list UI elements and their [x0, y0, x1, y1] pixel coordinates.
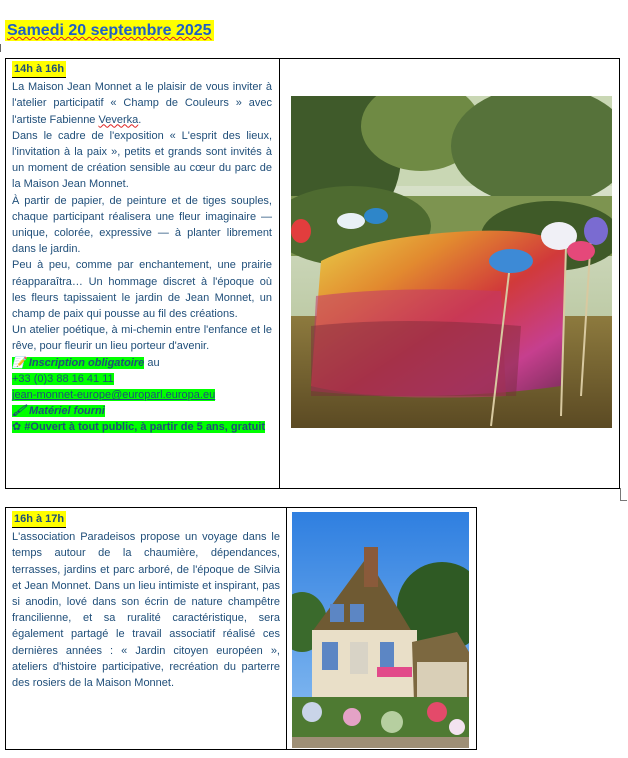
event-2-time: 16h à 17h — [12, 511, 66, 528]
event-1-paragraph-1: La Maison Jean Monnet a le plaisir de vous inviter à l'atelier participatif « Champ de Couleurs » avec l'artiste Fabienne Veverka. — [12, 81, 272, 126]
material-line — [12, 403, 272, 419]
page-title: Samedi 20 septembre 2025 — [7, 22, 212, 39]
event-1-text — [12, 61, 272, 436]
open-label: ✿ #Ouvert à tout public, à partir de 5 ans, gratuit — [12, 421, 266, 434]
email-line — [12, 387, 272, 403]
inscription-label: 📝 Inscription obligatoire — [12, 356, 145, 369]
memo-icon: 📝 — [12, 356, 26, 369]
sofa-garden-image — [291, 96, 612, 428]
flower-icon: ✿ — [12, 421, 22, 434]
event-1-paragraph-4: Peu à peu, comme par enchantement, une prairie réapparaîtra… Un hommage discret à l'époque où les fleurs tapissaient le jardin de Jean Monnet, un champ de paix qui pousse au fil des créations. — [12, 259, 272, 321]
phone-line — [12, 371, 272, 387]
event-2-text — [12, 511, 280, 691]
atelier-photo — [291, 96, 612, 428]
maison-monnet-image — [292, 512, 469, 748]
table-cell-divider — [286, 508, 287, 749]
paragraph-mark — [0, 44, 4, 52]
event-1-paragraph-3: À partir de papier, de peinture et de tiges souples, chaque participant réalisera une fleur imaginaire — unique, colorée, expressive — à planter librement dans le jardin. — [12, 194, 272, 256]
paintbrush-icon: 🖌 — [12, 405, 26, 418]
event-1-paragraph-2: Dans le cadre de l'exposition « L'esprit des lieux, l'invitation à la paix », petits et grands sont invités à un moment de création sensible au cœur du parc de la Maison Jean Monnet. — [12, 129, 272, 191]
event-1-paragraph-5: Un atelier poétique, à mi-chemin entre l'enfance et le rêve, pour fleurir un lieu porteur d'avenir. — [12, 324, 272, 353]
house-photo — [292, 512, 469, 748]
email-link[interactable]: jean-monnet-europe@europarl.europa.eu — [12, 389, 216, 402]
inscription-line: 📝 Inscription obligatoire au — [12, 356, 160, 369]
material-label: 🖌 Matériel fourni — [12, 405, 105, 418]
open-line — [12, 419, 272, 435]
artist-name: Veverka — [98, 113, 139, 126]
event-table-2 — [5, 507, 477, 750]
event-1-time: 14h à 16h — [12, 61, 66, 78]
table-cell-divider — [279, 59, 280, 488]
phone-number: +33 (0)3 88 16 41 11 — [12, 372, 114, 385]
event-2-description: L'association Paradeisos propose un voyage dans le temps autour de la chaumière, dépendances, terrasses, jardins et parc arboré, de l'époque de Silvia et Jean Monnet. Dans un lieu intimiste et inspirant, pas si anodin, lové dans son écrin de nature champêtre francilienne, et sa ruralité caractéristique, sera également partagé le travail associatif réalisé ces dernières années : « Jardin citoyen européen », ateliers d'histoire participative, recréation du parterre des rosiers de la Maison Monnet. — [12, 531, 280, 690]
table-end-marker — [620, 488, 627, 501]
event-table-1 — [5, 58, 620, 489]
